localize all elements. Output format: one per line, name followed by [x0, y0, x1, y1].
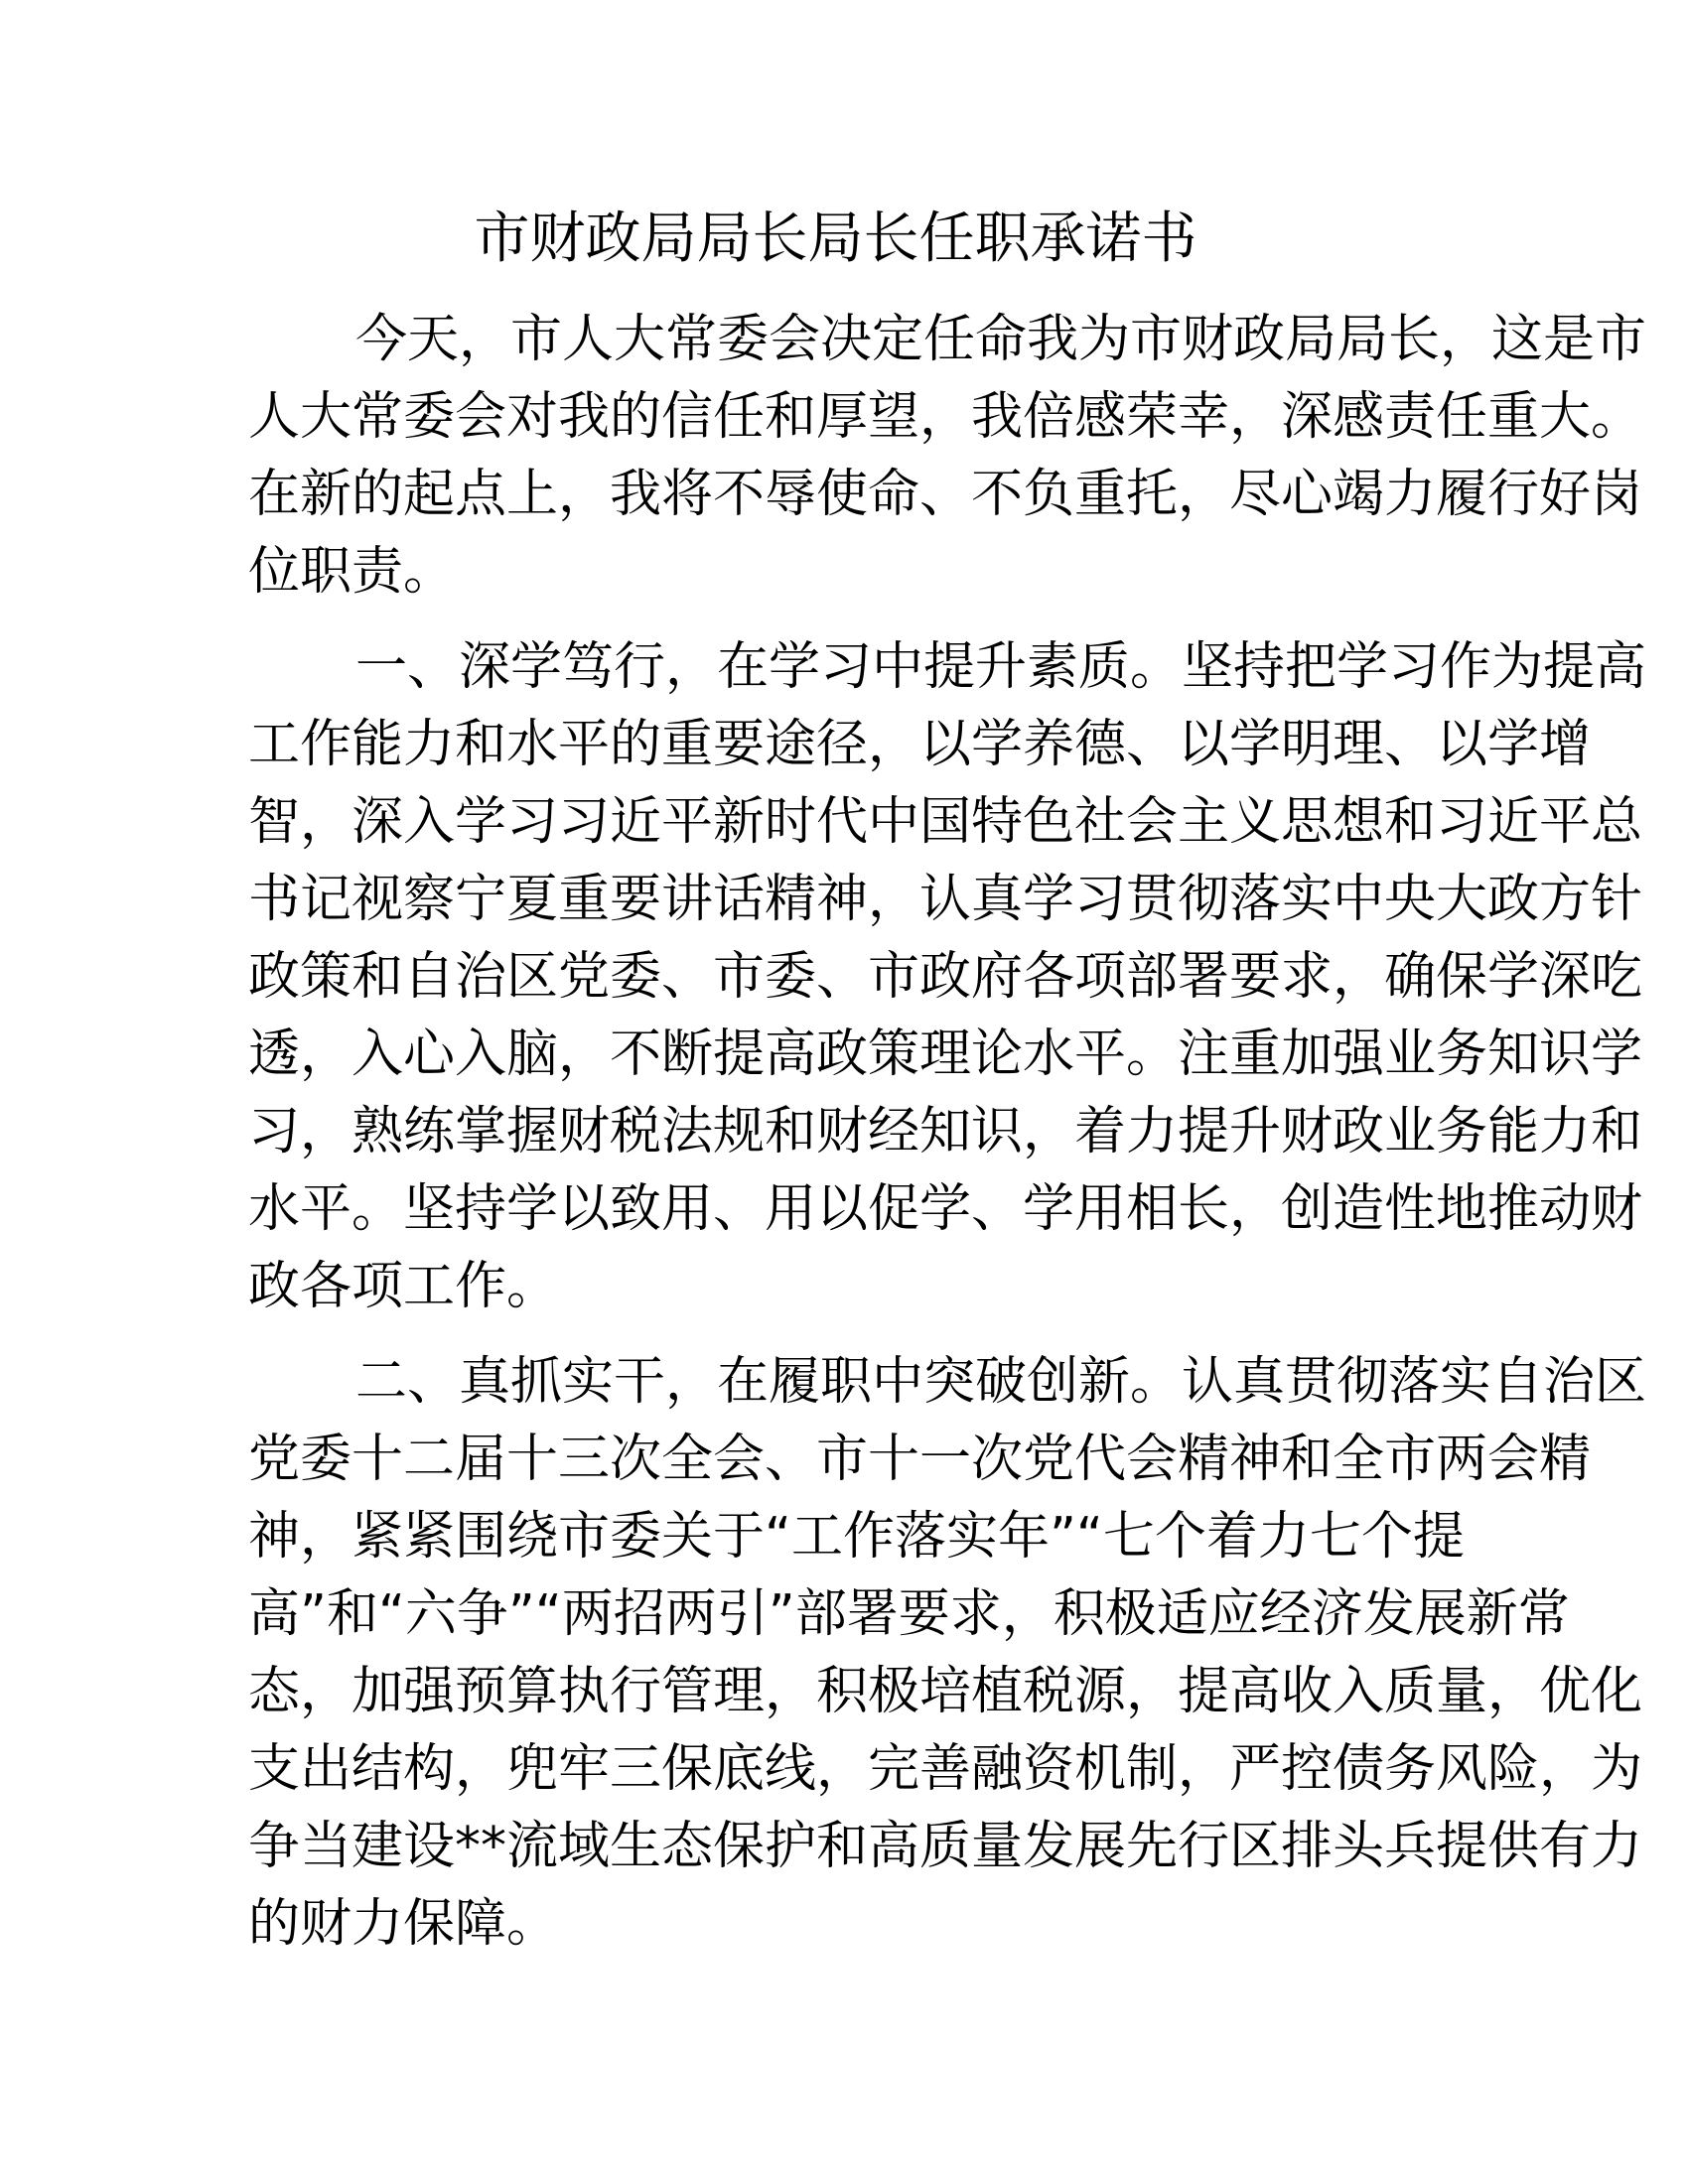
paragraph-line: 位职责。: [248, 542, 456, 602]
paragraph-line: 一、深学笃行，在学习中提升素质。坚持把学习作为提高: [355, 637, 1647, 697]
paragraph-line: 今天，市人大常委会决定任命我为市财政局局长，这是市: [355, 310, 1647, 369]
document-body: [248, 301, 1647, 1963]
paragraph-line: 党委十二届十三次全会、市十一次党代会精神和全市两会精: [248, 1430, 1592, 1489]
paragraph-2: [248, 628, 1647, 1325]
document-page: [248, 200, 1647, 1980]
paragraph-line: 态，加强预算执行管理，积极培植税源，提高收入质量，优化: [248, 1662, 1643, 1721]
paragraph-line: 习，熟练掌握财税法规和财经知识，着力提升财政业务能力和: [248, 1102, 1643, 1161]
paragraph-line: 透，入心入脑，不断提高政策理论水平。注重加强业务知识学: [248, 1024, 1643, 1084]
paragraph-line: 在新的起点上，我将不辱使命、不负重托，尽心竭力履行好岗: [248, 465, 1643, 524]
paragraph-line: 神，紧紧围绕市委关于“工作落实年”“七个着力七个提: [248, 1507, 1465, 1567]
paragraph-line: 政策和自治区党委、市委、市政府各项部署要求，确保学深吃: [248, 947, 1643, 1007]
paragraph-line: 人大常委会对我的信任和厚望，我倍感荣幸，深感责任重大。: [248, 387, 1643, 447]
paragraph-line: 政各项工作。: [248, 1257, 559, 1316]
paragraph-line: 二、真抓实干，在履职中突破创新。认真贯彻落实自治区: [355, 1352, 1647, 1412]
paragraph-line: 书记视察宁夏重要讲话精神，认真学习贯彻落实中央大政方针: [248, 870, 1643, 929]
paragraph-line: 工作能力和水平的重要途径，以学养德、以学明理、以学增: [248, 715, 1592, 774]
paragraph-1: [248, 301, 1647, 611]
paragraph-3: [248, 1343, 1647, 1963]
paragraph-line: 争当建设**流域生态保护和高质量发展先行区排头兵提供有力: [248, 1817, 1643, 1876]
paragraph-line: 的财力保障。: [248, 1894, 559, 1954]
paragraph-line: 支出结构，兜牢三保底线，完善融资机制，严控债务风险，为: [248, 1739, 1643, 1799]
paragraph-line: 水平。坚持学以致用、用以促学、学用相长，创造性地推动财: [248, 1179, 1643, 1239]
paragraph-line: 高”和“六争”“两招两引”部署要求，积极适应经济发展新常: [248, 1584, 1570, 1644]
paragraph-line: 智，深入学习习近平新时代中国特色社会主义思想和习近平总: [248, 792, 1643, 852]
document-title: 市财政局局长局长任职承诺书: [474, 206, 1197, 271]
